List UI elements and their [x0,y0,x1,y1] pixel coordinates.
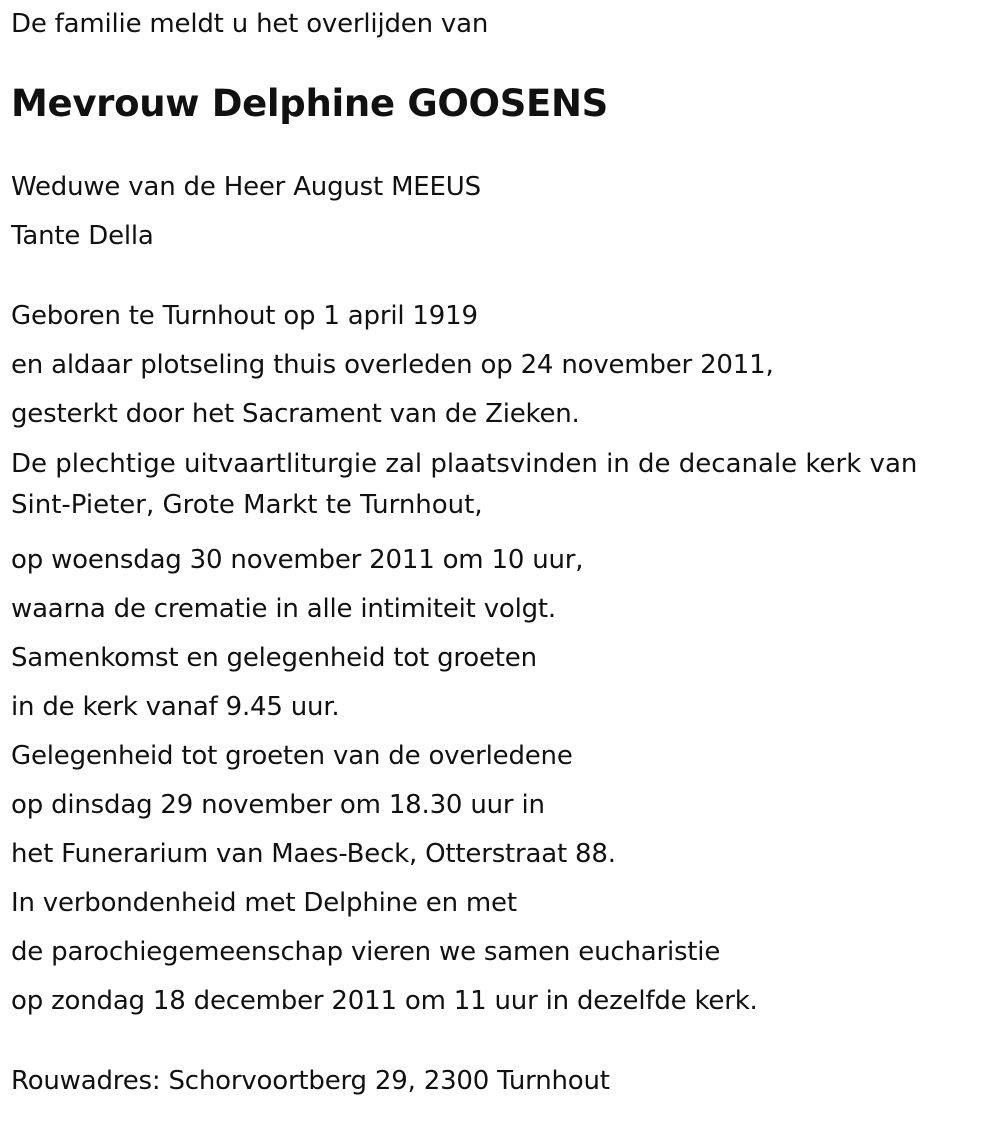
ceremony-line: waarna de crematie in alle intimiteit volgt. [11,594,556,624]
ceremony-line: het Funerarium van Maes-Beck, Otterstraat 88. [11,839,616,869]
relation-line: Weduwe van de Heer August MEEUS [11,172,481,202]
death-line: en aldaar plotseling thuis overleden op 24 november 2011, [11,350,774,380]
ceremony-line: in de kerk vanaf 9.45 uur. [11,692,340,722]
mourning-address: Rouwadres: Schorvoortberg 29, 2300 Turnhout [11,1066,610,1096]
obituary-notice [11,0,986,1096]
ceremony-line: de parochiegemeenschap vieren we samen eucharistie [11,937,721,967]
ceremony-line: Samenkomst en gelegenheid tot groeten [11,643,537,673]
sacrament-line: gesterkt door het Sacrament van de Zieken. [11,399,580,429]
intro-text: De familie meldt u het overlijden van [11,9,489,39]
ceremony-location: De plechtige uitvaartliturgie zal plaatsvinden in de decanale kerk van Sint-Pieter, Grote Markt te Turnhout, [11,449,918,520]
relation-line: Tante Della [11,221,154,251]
birth-line: Geboren te Turnhout op 1 april 1919 [11,301,478,331]
ceremony-line: op woensdag 30 november 2011 om 10 uur, [11,545,584,575]
ceremony-line: In verbondenheid met Delphine en met [11,888,517,918]
deceased-name: Mevrouw Delphine GOOSENS [11,82,609,125]
ceremony-line: op zondag 18 december 2011 om 11 uur in dezelfde kerk. [11,986,758,1016]
ceremony-line: op dinsdag 29 november om 18.30 uur in [11,790,545,820]
ceremony-line: Gelegenheid tot groeten van de overledene [11,741,573,771]
